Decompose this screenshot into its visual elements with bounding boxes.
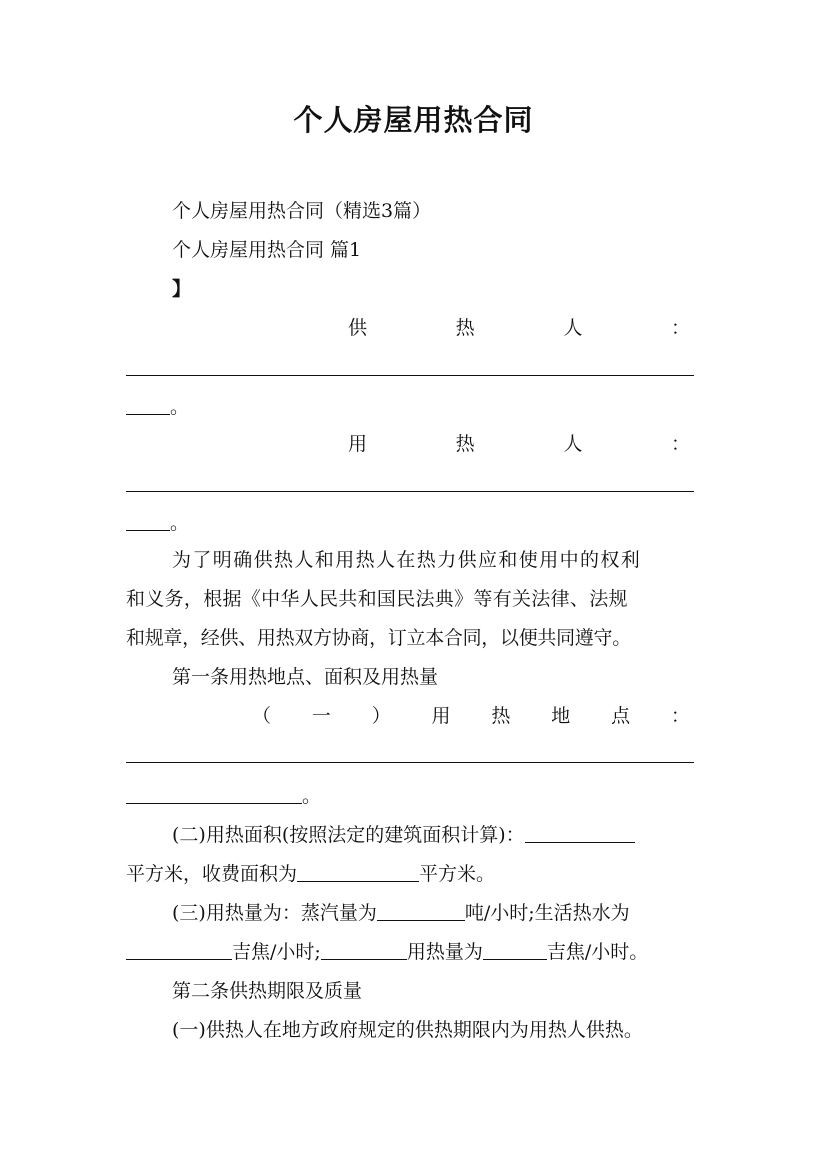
supplier-label bbox=[348, 313, 690, 343]
quantity-mid: 吨/小时;生活热水为 bbox=[464, 902, 630, 924]
area-label: (二)用热面积(按照法定的建筑面积计算)： bbox=[172, 824, 525, 846]
heat-blank bbox=[483, 939, 547, 960]
location-blank-end bbox=[126, 781, 704, 811]
location-char: ： bbox=[670, 705, 690, 727]
intro-line-1: 为了明确供热人和用热人在热力供应和使用中的权利 bbox=[172, 549, 642, 571]
bracket-mark: 】 bbox=[172, 278, 192, 300]
area-blank bbox=[525, 822, 635, 843]
quantity-line-1 bbox=[172, 898, 704, 928]
supplier-char: ： bbox=[670, 317, 690, 339]
location-char: 地 bbox=[551, 705, 571, 727]
quantity-label: (三)用热量为：蒸汽量为 bbox=[172, 902, 377, 924]
supplier-blank-line bbox=[126, 375, 694, 376]
quantity-unit-2: 吉焦/小时。 bbox=[546, 941, 649, 963]
supplier-char: 热 bbox=[455, 317, 475, 339]
quantity-unit-1: 吉焦/小时; bbox=[232, 941, 321, 963]
intro-line-3: 和规章，经供、用热双方协商，订立本合同，以便共同遵守。 bbox=[126, 627, 631, 649]
area-unit-end: 平方米。 bbox=[419, 863, 496, 885]
intro-line-2: 和义务，根据《中华人民共和国民法典》等有关法律、法规 bbox=[126, 588, 628, 610]
charge-area-blank bbox=[297, 861, 419, 882]
period: 。 bbox=[170, 396, 190, 418]
supplier-char: 人 bbox=[563, 317, 583, 339]
blank bbox=[126, 510, 170, 531]
supplier-char: 供 bbox=[348, 317, 368, 339]
blank bbox=[126, 394, 170, 415]
period: 。 bbox=[302, 785, 322, 807]
user-char: 热 bbox=[455, 433, 475, 455]
steam-blank bbox=[377, 900, 465, 921]
location-char: 热 bbox=[491, 705, 511, 727]
clause-a: (一)供热人在地方政府规定的供热期限内为用热人供热。 bbox=[172, 1019, 643, 1041]
location-char: 用 bbox=[431, 705, 451, 727]
article-2-heading: 第二条供热期限及质量 bbox=[172, 980, 363, 1002]
quantity-text: 用热量为 bbox=[406, 941, 483, 963]
period: 。 bbox=[170, 512, 190, 534]
supplier-blank-end bbox=[126, 392, 704, 422]
type-blank bbox=[321, 939, 407, 960]
area-line-2 bbox=[126, 859, 704, 889]
area-line-1 bbox=[172, 820, 704, 850]
location-char: 一 bbox=[311, 705, 331, 727]
quantity-line-2 bbox=[126, 937, 704, 967]
user-blank-line bbox=[126, 491, 694, 492]
location-char: （ bbox=[252, 705, 272, 727]
page-title: 个人房屋用热合同 bbox=[293, 103, 534, 137]
location-char: ） bbox=[371, 705, 391, 727]
article-1-heading: 第一条用热地点、面积及用热量 bbox=[172, 666, 439, 688]
location-blank-line bbox=[126, 762, 694, 763]
section-heading: 个人房屋用热合同 篇1 bbox=[172, 239, 362, 261]
hotwater-blank bbox=[126, 939, 232, 960]
user-char: 人 bbox=[563, 433, 583, 455]
user-char: ： bbox=[670, 433, 690, 455]
location-char: 点 bbox=[611, 705, 631, 727]
user-char: 用 bbox=[348, 433, 368, 455]
user-blank-end bbox=[126, 508, 704, 538]
user-label bbox=[348, 429, 690, 459]
area-unit-text: 平方米，收费面积为 bbox=[126, 863, 298, 885]
subtitle: 个人房屋用热合同（精选3篇） bbox=[172, 200, 432, 222]
blank bbox=[126, 783, 302, 804]
location-label bbox=[252, 701, 690, 731]
